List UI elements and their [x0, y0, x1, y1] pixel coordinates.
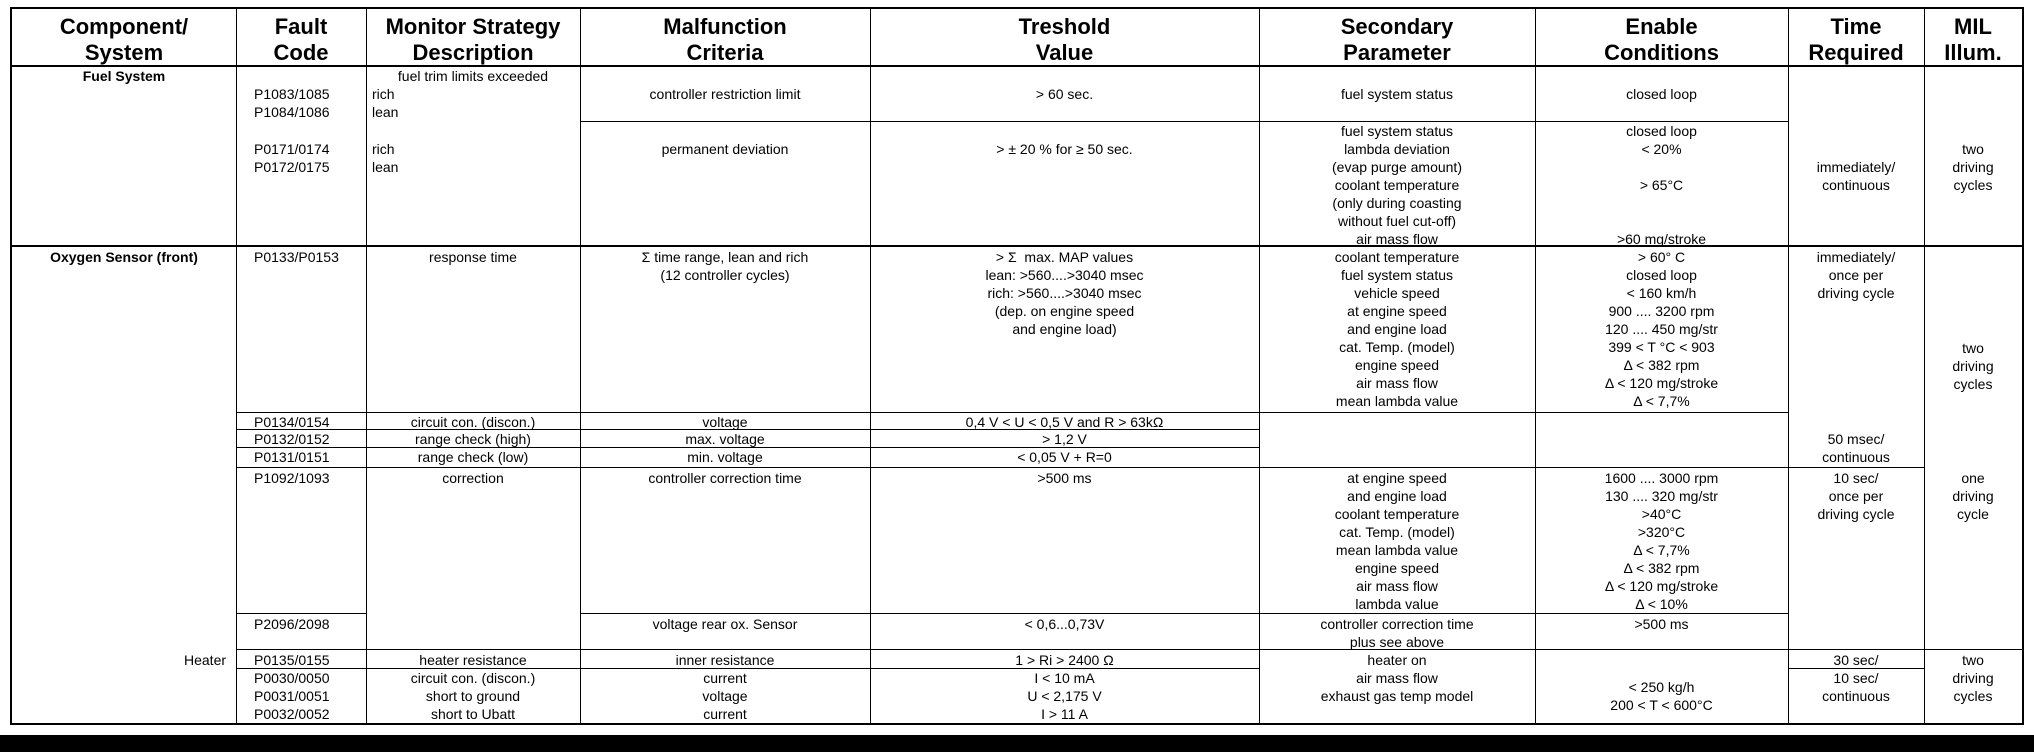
- malfunction-criteria: inner resistance: [675, 652, 775, 668]
- enable-conditions: 1600 .... 3000 rpm 130 .... 320 mg/str >40°C >320°C Δ < 7,7% Δ < 382 rpm Δ < 120 mg/stroke Δ < 10%: [1604, 470, 1719, 612]
- footer-bar: [0, 735, 2034, 752]
- secondary-parameter: controller correction time plus see above: [1320, 616, 1474, 650]
- threshold-value: > 1,2 V: [1042, 431, 1087, 447]
- row-divider: [236, 613, 366, 614]
- header-component: Component/ System: [59, 14, 189, 65]
- oxygen-sensor-label: Oxygen Sensor (front): [50, 249, 198, 265]
- fault-code: P1092/1093: [254, 470, 330, 486]
- row-divider: [236, 467, 1924, 468]
- fault-code: P0132/0152: [254, 431, 330, 447]
- threshold-value: >500 ms: [1037, 470, 1092, 486]
- col-divider: [1788, 9, 1789, 723]
- malfunction-criteria: controller correction time: [648, 470, 802, 486]
- monitor-desc: rich lean: [372, 86, 399, 120]
- col-divider: [236, 9, 237, 723]
- header-threshold: Treshold Value: [1018, 14, 1111, 65]
- header-enable: Enable Conditions: [1604, 14, 1719, 65]
- threshold-value: > 60 sec.: [1035, 86, 1094, 102]
- mil-illumination: two driving cycles: [1952, 652, 1994, 704]
- enable-conditions: closed loop < 20% > 65°C >60 mg/stroke: [1616, 123, 1707, 247]
- mil-illumination: two driving cycles: [1952, 340, 1994, 392]
- enable-conditions: >500 ms: [1634, 616, 1689, 632]
- monitor-desc: circuit con. (discon.) short to ground short to Ubatt: [410, 670, 536, 722]
- secondary-parameter: at engine speed and engine load coolant temperature cat. Temp. (model) mean lambda value engine speed air mass flow lambda value: [1334, 470, 1460, 612]
- malfunction-criteria: Σ time range, lean and rich (12 controller cycles): [641, 249, 809, 283]
- secondary-parameter: heater on: [1367, 652, 1427, 668]
- mil-illumination: two driving cycles: [1952, 141, 1994, 193]
- secondary-parameter: fuel system status lambda deviation (evap purge amount) coolant temperature (only during coasting without fuel cut-off) air mass flow: [1332, 123, 1462, 247]
- threshold-value: I < 10 mA U < 2,175 V I > 11 A: [1027, 670, 1102, 722]
- obd-monitor-table: [10, 7, 2024, 725]
- monitor-desc: heater resistance: [419, 652, 527, 668]
- secondary-parameter: coolant temperature fuel system status vehicle speed at engine speed and engine load cat. Temp. (model) engine speed air mass flow mean lambda value: [1334, 249, 1460, 409]
- monitor-desc: correction: [442, 470, 504, 486]
- threshold-value: 0,4 V < U < 0,5 V and R > 63kΩ: [965, 414, 1164, 430]
- secondary-parameter: air mass flow exhaust gas temp model: [1320, 670, 1474, 704]
- threshold-value: 1 > Ri > 2400 Ω: [1015, 652, 1114, 668]
- time-required: 10 sec/ continuous: [1822, 670, 1890, 704]
- enable-conditions: closed loop: [1626, 86, 1697, 102]
- fuel-trim-title: fuel trim limits exceeded: [397, 68, 549, 84]
- fault-codes: P0171/0174 P0172/0175: [254, 141, 330, 175]
- time-required: immediately/ once per driving cycle: [1816, 249, 1896, 301]
- fault-code: P0134/0154: [254, 414, 330, 430]
- header-secondary: Secondary Parameter: [1340, 14, 1454, 65]
- monitor-desc: rich lean: [372, 141, 399, 175]
- enable-conditions: < 250 kg/h 200 < T < 600°C: [1610, 679, 1713, 713]
- header-time: Time Required: [1808, 14, 1904, 65]
- header-fault-code: Fault Code: [273, 14, 329, 65]
- fault-codes: P0030/0050 P0031/0051 P0032/0052: [254, 670, 330, 722]
- mil-illumination: one driving cycle: [1952, 470, 1994, 522]
- header-mil: MIL Illum.: [1944, 14, 2002, 65]
- time-required: 10 sec/ once per driving cycle: [1817, 470, 1895, 522]
- monitor-desc: response time: [429, 249, 517, 265]
- time-required: 50 msec/ continuous: [1822, 431, 1890, 465]
- row-divider: [580, 613, 1788, 614]
- fault-codes: P1083/1085 P1084/1086: [254, 86, 330, 120]
- threshold-value: < 0,6...0,73V: [1024, 616, 1105, 632]
- fault-code: P0135/0155: [254, 652, 330, 668]
- secondary-parameter: fuel system status: [1340, 86, 1454, 102]
- fuel-system-label: Fuel System: [82, 68, 166, 84]
- fault-code: P2096/2098: [254, 616, 330, 632]
- row-divider: [236, 649, 2024, 650]
- col-divider: [366, 9, 367, 723]
- monitor-desc: range check (high): [415, 431, 531, 447]
- malfunction-criteria: voltage rear ox. Sensor: [652, 616, 798, 632]
- malfunction-criteria: controller restriction limit: [649, 86, 801, 102]
- malfunction-criteria: voltage: [702, 414, 748, 430]
- header-monitor: Monitor Strategy Description: [385, 14, 561, 65]
- threshold-value: > Σ max. MAP values lean: >560....>3040 msec rich: >560....>3040 msec (dep. on engine speed and engine load): [985, 249, 1144, 337]
- monitor-desc: circuit con. (discon.): [410, 414, 536, 430]
- monitor-desc: range check (low): [417, 449, 529, 465]
- heater-label: Heater: [184, 652, 227, 668]
- fault-code: P0133/P0153: [254, 249, 339, 265]
- header-malfunction: Malfunction Criteria: [663, 14, 787, 65]
- time-required: immediately/ continuous: [1816, 159, 1896, 193]
- malfunction-criteria: max. voltage: [685, 431, 765, 447]
- threshold-value: < 0,05 V + R=0: [1017, 449, 1112, 465]
- malfunction-criteria: permanent deviation: [661, 141, 789, 157]
- time-required: 30 sec/: [1833, 652, 1879, 668]
- malfunction-criteria: current voltage current: [702, 670, 748, 722]
- malfunction-criteria: min. voltage: [687, 449, 763, 465]
- enable-conditions: > 60° C closed loop < 160 km/h 900 .... 3200 rpm 120 .... 450 mg/str 399 < T °C < 903 Δ < 382 rpm Δ < 120 mg/stroke Δ < 7,7%: [1604, 249, 1719, 409]
- fault-code: P0131/0151: [254, 449, 330, 465]
- threshold-value: > ± 20 % for ≥ 50 sec.: [996, 141, 1133, 157]
